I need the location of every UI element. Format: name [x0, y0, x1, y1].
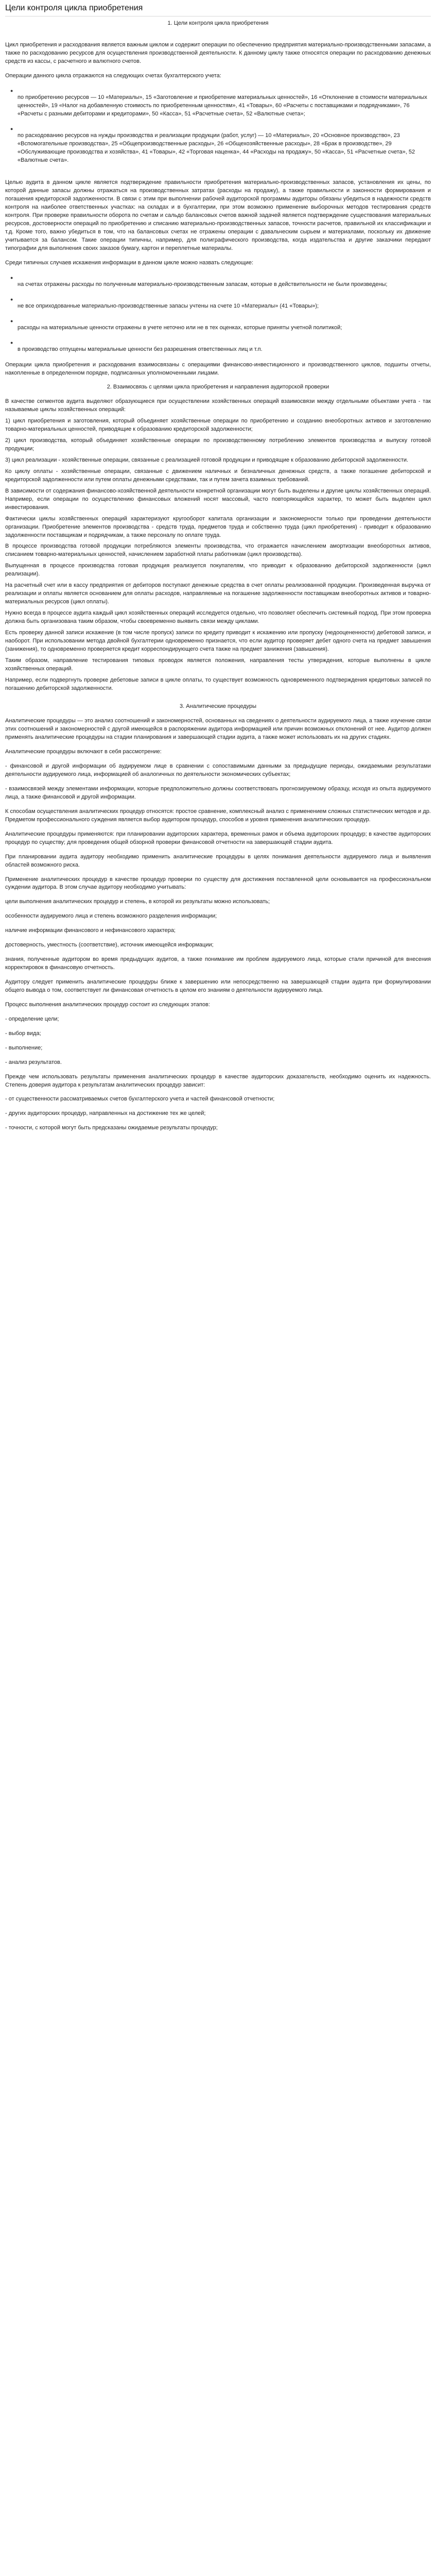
paragraph: В процессе производства готовой продукции потребляются элементы производства, что отражается начислением амортизации внеоборотных активов, списанием товарно-материальных ценностей, начислением заработной платы работникам (цикл производства).: [5, 543, 431, 558]
paragraph: 3) цикл реализации - хозяйственные операции, связанные с реализацией готовой продукции и приводящие к образованию дебиторской задолженности.: [5, 457, 409, 463]
paragraph: В качестве сегментов аудита выделяют образующиеся при осуществлении хозяйственных операций взаимосвязи между отдельными объектами учета - так называемые циклы хозяйственных операций:: [5, 398, 431, 413]
paragraph: - точности, с которой могут быть предсказаны ожидаемые результаты процедур;: [5, 1125, 218, 1131]
paragraph: Среди типичных случаев искажения информации в данном цикле можно назвать следующие:: [5, 259, 254, 266]
paragraph: Применение аналитических процедур в качестве процедур проверки по существу для достижения поставленной цели основывается на профессиональном суждении аудитора. В этом случае аудитору необходимо учитывать:: [5, 876, 431, 891]
paragraph: Аналитические процедуры включают в себя рассмотрение:: [5, 749, 162, 755]
list-item-text: в производство отпущены материальные ценности без разрешения ответственных лиц и т.п.: [18, 346, 263, 352]
paragraph: - других аудиторских процедур, направленных на достижение тех же целей;: [5, 1110, 206, 1117]
list-item: [10, 87, 431, 118]
list-item: [10, 274, 431, 289]
list-item-text: расходы на материальные ценности отражены в учете неточно или не в тех оценках, которые приняты учетной политикой;: [18, 324, 342, 331]
paragraph: - определение цели;: [5, 1015, 59, 1022]
section-heading-2: 2. Взаимосвязь с целями цикла приобретения и направления аудиторской проверки: [107, 384, 329, 391]
paragraph: Процесс выполнения аналитических процедур состоит из следующих этапов:: [5, 1001, 210, 1008]
paragraph: Аудитору следует применить аналитические процедуры ближе к завершению или непосредственно на завершающей стадии аудита при формулировании общего вывода о том, соответствует ли финансовая отчетность в целом его знаниям о деятельности аудируемого лица.: [5, 979, 431, 993]
paragraph: На расчетный счет или в кассу предприятия от дебиторов поступают денежные средства в счет оплаты реализованной продукции. Произведенная выручка от реализации и оплаты является основанием для оплаты расходов, направляемые на погашение задолженности поставщикам внеоборотных активов и товарно-материальных ресурсов (цикл оплаты).: [5, 582, 431, 605]
paragraph: достоверность, уместность (соответствие), источник имеющейся информации;: [5, 942, 214, 948]
paragraph: - финансовой и другой информации об аудируемом лице в сравнении с сопоставимыми данными за предыдущие периоды, ожидаемыми результатами деятельности аудируемого лица, информацией об аналогичных по деятельности экономических субъектах;: [5, 763, 431, 778]
list-item-text: по расходованию ресурсов на нужды производства и реализации продукции (работ, услуг) — 10 «Материалы», 20 «Основное производство», 23 «Вспомогательные производства», 25 «Общепроизводственные расходы», 26 «Общехозяйственные расходы», 28 «Брак в производстве», 29 «Обслуживающие производства и хозяйства», 41 «Товары», 42 «Торговая наценка», 44 «Расходы на продажу», 50 «Касса», 51 «Расчетные счета», 52 «Валютные счета».: [18, 132, 415, 163]
paragraph: 1) цикл приобретения и заготовления, который объединяет хозяйственные операции по приобретению и созданию внеоборотных активов и заготовлению товарно-материальных ценностей, приводящие к образованию кредиторской задолженности;: [5, 418, 431, 433]
distortion-list: [5, 274, 431, 354]
paragraph: Выпущенная в процессе производства готовая продукция реализуется покупателям, что приводит к образованию дебиторской задолженности (цикл реализации).: [5, 563, 431, 578]
paragraph: Таким образом, направление тестирования типовых проводок является положения, направления тесты утверждения, которые выполнены в цикле хозяйственных операций.: [5, 657, 431, 672]
bullet-icon: ●: [10, 126, 13, 131]
paragraph: особенности аудируемого лица и степень возможного разделения информации;: [5, 913, 217, 920]
list-item-text: на счетах отражены расходы по полученным материально-производственным запасам, которые в действительности не были произведены;: [18, 281, 388, 287]
paragraph: Прежде чем использовать результаты применения аналитических процедур в качестве аудиторских доказательств, необходимо оценить их надежность. Степень доверия аудитора к результатам аналитических процедур зависит:: [5, 1073, 431, 1088]
paragraph: В зависимости от содержания финансово-хозяйственной деятельности конкретной организации могут быть выделены и другие циклы хозяйственных операций. Например, если операции по осуществлению финансовых вложений носят массовый, часто повторяющийся характер, то может быть выделен цикл инвестирования.: [5, 487, 431, 511]
paragraph: Целью аудита в данном цикле является подтверждение правильности приобретения материально-производственных запасов, установления их цены, по которой данные запасы должны отражаться на производственных затратах (расходы на продажу), а также правильности и законности формирования и погашения кредиторской задолженности. В связи с этим при выполнении рабочей аудиторской программы аудиторы обязаны убедиться в надежности средств контроля на наиболее ответственных участках: на складах и в бухгалтерии, при этом возможно применение выборочных методов тестирования средств контроля. При проверке правильности оборота по счетам и сальдо балансовых счетов важной задачей является подтверждение существования материальных ресурсов, достоверности операций по приобретению и списанию материально-производственных запасов, точности расчетов, правильной их классификации и т.д. Кроме того, важно убедиться в том, что на балансовых счетах не отражены операции с давальческим сырьем и материалами, поскольку их движение учитывается за балансом. Такие операции типичны, например, для полиграфического производства, когда издательства и другие заказчики передают типографии для выполнения своих заказов бумагу, картон и переплетные материалы.: [5, 179, 431, 251]
list-item: [10, 317, 431, 332]
list-item: [10, 125, 431, 165]
page-title: Цели контроля цикла приобретения: [5, 2, 431, 16]
bullet-icon: ●: [10, 296, 13, 302]
paragraph: Фактически циклы хозяйственных операций характеризуют кругооборот капитала организации и закономерности только при проведении деятельности организации. Приобретение элементов производства - средств труда, предметов труда и собственно труда (цикл приобретения) - приводит к образованию задолженности поставщикам и подрядчикам, а также персоналу по оплате труда.: [5, 515, 431, 538]
bullet-icon: ●: [10, 340, 13, 345]
paragraph: - анализ результатов.: [5, 1059, 62, 1065]
paragraph: Аналитические процедуры — это анализ соотношений и закономерностей, основанных на сведениях о деятельности аудируемого лица, а также изучение связи этих соотношений и закономерностей с другой имеющейся в распоряжении аудитора информацией или причин возможных отклонений от нее. Аудитор должен применять аналитические процедуры на стадии планирования и завершающей стадии аудита, а также может использовать их на других стадиях.: [5, 718, 431, 741]
section-heading-3: 3. Аналитические процедуры: [179, 703, 257, 710]
list-item-text: не все оприходованные материально-производственные запасы учтены на счете 10 «Материалы» (41 «Товары»);: [18, 302, 319, 309]
bullet-icon: ●: [10, 88, 13, 93]
paragraph: - выбор вида;: [5, 1030, 41, 1037]
paragraph: Операции данного цикла отражаются на следующих счетах бухгалтерского учета:: [5, 72, 221, 79]
paragraph: Нужно всегда в процессе аудита каждый цикл хозяйственных операций исследуется отдельно, что позволяет обеспечить системный подход. При этом проверка должна быть организована таким образом, чтобы своевременно выявить связи между циклами.: [5, 610, 431, 624]
paragraph: знания, полученные аудитором во время предыдущих аудитов, а также понимание им проблем аудируемого лица, которые стали причиной для внесения корректировок в финансовую отчетность.: [5, 956, 431, 971]
list-item: [10, 295, 431, 311]
paragraph: - от существенности рассматриваемых счетов бухгалтерского учета и частей финансовой отчетности;: [5, 1096, 275, 1103]
paragraph: Аналитические процедуры применяются: при планировании аудиторских характера, временных рамок и объема аудиторских процедур; в качестве аудиторских процедур по существу; для проведения общей обзорной проверки финансовой отчетности на завершающей стадии аудита.: [5, 831, 431, 845]
section-2-body: [5, 398, 431, 692]
paragraph: 2) цикл производства, который объединяет хозяйственные операции по производственному потреблению элементов производства и выпуску готовой продукции;: [5, 437, 431, 452]
paragraph: цели выполнения аналитических процедур и степень, в которой их результаты можно использовать;: [5, 899, 270, 905]
list-item-text: по приобретению ресурсов — 10 «Материалы», 15 «Заготовление и приобретение материальных ценностей», 16 «Отклонение в стоимости материальных ценностей», 19 «Налог на добавленную стоимость по приобретенным ценностям», 41 «Товары», 60 «Расчеты с поставщиками и подрядчиками», 76 «Расчеты с разными дебиторами и кредиторами», 50 «Касса», 51 «Расчетные счета», 52 «Валютные счета»;: [18, 94, 427, 117]
paragraph: - выполнение;: [5, 1044, 43, 1051]
paragraph: Например, если подвергнуть проверке дебетовые записи в цикле оплаты, то существует возможность одновременного подтверждения кредитовых записей по погашению дебиторской задолженности.: [5, 676, 431, 691]
paragraph: К способам осуществления аналитических процедур относятся: простое сравнение, комплексный анализ с применением сложных статистических методов и др. Предметом профессионального суждения является выбор аудитором процедур, способов и уровня применения аналитических процедур.: [5, 808, 431, 823]
bullet-icon: ●: [10, 318, 13, 324]
paragraph: Операции цикла приобретения и расходования взаимосвязаны с операциями финансово-инвестиционного и производственного циклов, подшиты отчеты, накопленные в определенном порядке, подписанных уполномоченными лицами.: [5, 361, 431, 376]
paragraph: Есть проверку данной записи искажение (в том числе пропуск) записи по кредиту приводит к искажению или пропуску (недооцененности) дебетовой записи, и наоборот. При использовании метода двойной бухгалтерии одновременно признается, что если аудитор проверяет дебет одного счета на предмет завышения (занижения), то одновременно проверяется кредит корреспондирующего счета также на предмет занижения (завышения).: [5, 629, 431, 652]
section-3-body: [5, 717, 431, 1132]
paragraph: При планировании аудита аудитору необходимо применить аналитические процедуры в целях понимания деятельности аудируемого лица и выявления областей возможного риска.: [5, 853, 431, 868]
document-page: [0, 2, 436, 1149]
paragraph: наличие информации финансового и нефинансового характера;: [5, 927, 176, 934]
section-heading-1: 1. Цели контроля цикла приобретения: [167, 20, 269, 27]
bullet-icon: ●: [10, 275, 13, 280]
paragraph: - взаимосвязей между элементами информации, которые предположительно должны соответствовать прогнозируемому образцу, исходя из опыта аудируемого лица, а также финансовой и другой информации.: [5, 786, 431, 800]
paragraph: Цикл приобретения и расходования является важным циклом и содержит операции по обеспечению предприятия материально-производственными запасами, а также по расходованию ресурсов для осуществления производственной деятельности. К данному циклу также относятся операции по расходованию денежных средств из кассы, с расчетного и валютного счетов.: [5, 42, 431, 64]
list-item: [10, 338, 431, 354]
accounts-list: [5, 87, 431, 165]
paragraph: Ко циклу оплаты - хозяйственные операции, связанные с движением наличных и безналичных денежных средств, а также погашение дебиторской и кредиторской задолженности или путем оплаты денежными средствами, так и путем зачета взаимных требований.: [5, 468, 431, 483]
